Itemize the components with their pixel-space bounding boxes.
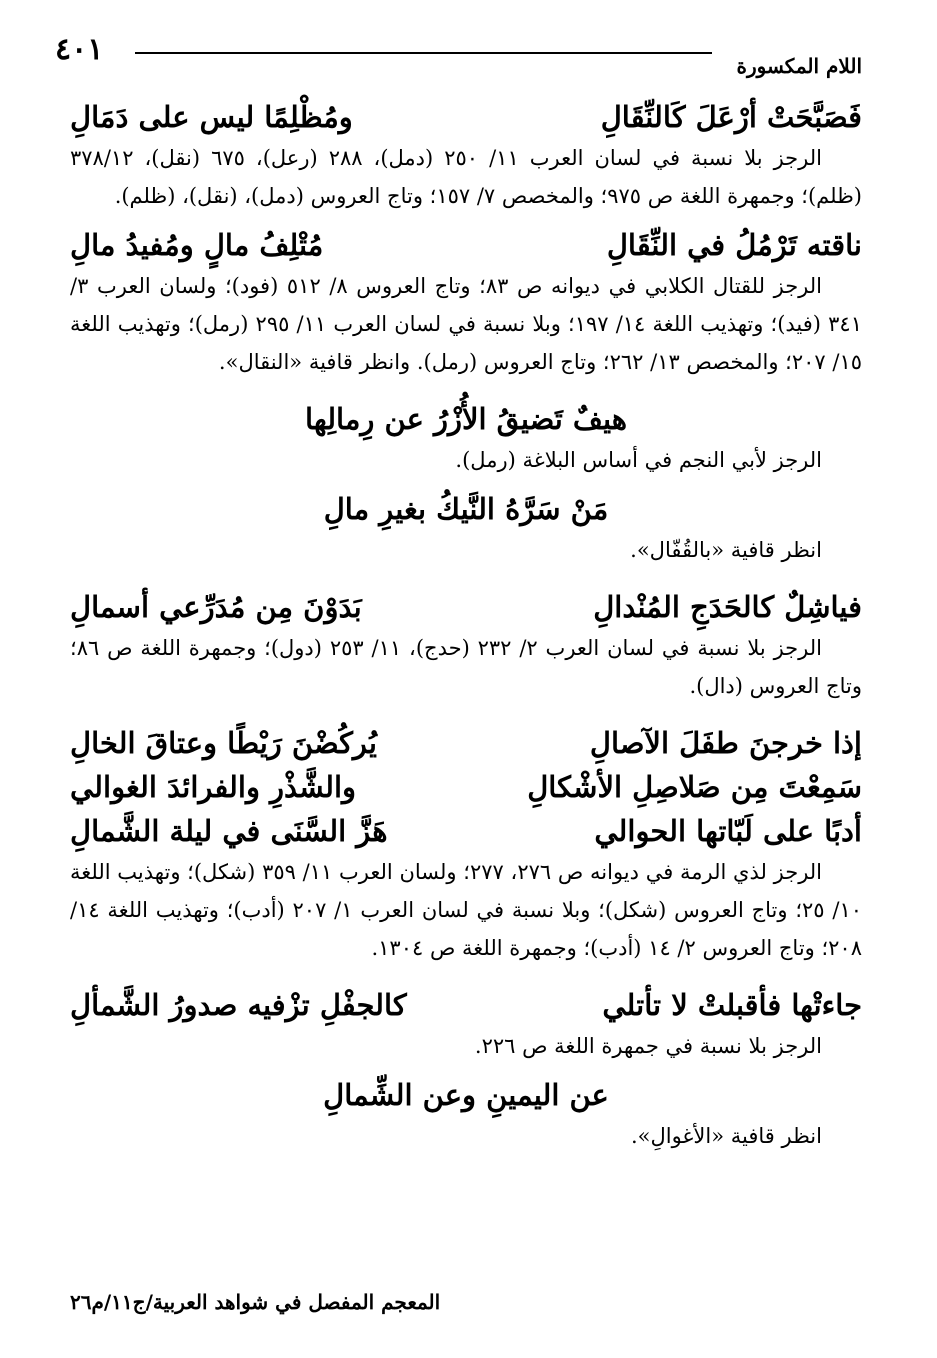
citation-note: الرجز بلا نسبة في لسان العرب ٢/ ٢٣٢ (حدج)، ١١/ ٢٥٣ (دول)؛ وجمهرة اللغة ص ٨٦؛ وتاج العروس (دال). [70, 636, 862, 698]
page-footer: المعجم المفصل في شواهد العربية/ج١١/م٢٦ [70, 1290, 441, 1314]
verse-centered: مَنْ سَرَّهُ النَّيكُ بغيرِ مالِ [323, 492, 609, 526]
citation-note: الرجز للقتال الكلابي في ديوانه ص ٨٣؛ وتاج العروس ٨/ ٥١٢ (فود)؛ ولسان العرب ٣/ ٣٤١ (فيد)؛ وتهذيب اللغة ١٤/ ١٩٧؛ وبلا نسبة في لسان العرب ١١/ ٢٩٥ (رمل)؛ وتهذيب اللغة ١٥/ ٢٠٧؛ والمخصص ١٣/ ٢٦٢؛ وتاج العروس (رمل). وانظر قافية «النقال». [70, 274, 862, 374]
verse-line [70, 809, 862, 853]
verse-line [70, 95, 862, 139]
page-header [55, 32, 862, 78]
citation-note: الرجز بلا نسبة في جمهرة اللغة ص ٢٢٦. [474, 1034, 822, 1058]
header-rule [135, 52, 712, 54]
verse-second-hemistich: هَزَّ السَّنَى في ليلة الشَّمالِ [70, 814, 388, 848]
page-content [70, 95, 862, 1155]
cross-reference-note: انظر قافية «الأغوالِ». [630, 1124, 822, 1148]
verse-line [70, 585, 862, 629]
verse-second-hemistich: بَدَوْنَ مِن مُدَرِّعي أسمالِ [70, 590, 362, 624]
verse-first-hemistich: سَمِعْتَ مِن صَلاصِلِ الأشْكالِ [527, 770, 862, 804]
verse-centered: هيفٌ تَضيقُ الأُزْرُ عن رِمالِها [304, 402, 627, 436]
citation-note: الرجز لذي الرمة في ديوانه ص ٢٧٦، ٢٧٧؛ ولسان العرب ١١/ ٣٥٩ (شكل)؛ وتهذيب اللغة ١٠/ ٢٥؛ وتاج العروس (شكل)؛ وبلا نسبة في لسان العرب ١/ ٢٠٧ (أدب)؛ وتهذيب اللغة ١٤/ ٢٠٨؛ وتاج العروس ٢/ ١٤ (أدب)؛ وجمهرة اللغة ص ١٣٠٤. [70, 860, 862, 960]
citation-note: الرجز بلا نسبة في لسان العرب ١١/ ٢٥٠ (دمل)، ٢٨٨ (رعل)، ٦٧٥ (نقل)، ٣٧٨/١٢ (ظلم)؛ وجمهرة اللغة ص ٩٧٥؛ والمخصص ٧/ ١٥٧؛ وتاج العروس (دمل)، (نقل)، (ظلم). [70, 146, 862, 208]
verse-first-hemistich: إذا خرجنَ طفَلَ الآصالِ [589, 726, 862, 760]
running-title: اللام المكسورة [736, 54, 862, 78]
verse-first-hemistich: جاءتْها فأقبلتْ لا تأتلي [602, 988, 862, 1022]
verse-second-hemistich: والشَّذْرِ والفرائدَ الغوالي [70, 770, 357, 804]
verse-line [70, 223, 862, 267]
verse-second-hemistich: ومُظْلِمًا ليس على دَمَالِ [70, 100, 353, 134]
verse-line [70, 983, 862, 1027]
verse-first-hemistich: فياشِلٌ كالحَدَجِ المُنْدالِ [593, 590, 862, 624]
cross-reference-note: انظر قافية «بالقُفّال». [630, 538, 822, 562]
verse-line [70, 765, 862, 809]
citation-note: الرجز لأبي النجم في أساس البلاغة (رمل). [455, 448, 822, 472]
verse-line [70, 721, 862, 765]
verse-first-hemistich: أدبًا على لَبّاتها الحوالي [594, 814, 862, 848]
verse-centered: عن اليمينِ وعن الشِّمالِ [323, 1078, 609, 1112]
page-number: ٤٠١ [55, 32, 104, 67]
verse-second-hemistich: يُركُضْنَ رَيْطًا وعتاقَ الخالِ [70, 726, 378, 760]
verse-first-hemistich: فَصَبَّحَتْ أرْعَلَ كَالنِّقَالِ [600, 100, 862, 134]
verse-first-hemistich: ناقته تَرْمُلُ في النِّقَالِ [606, 228, 862, 262]
verse-second-hemistich: كالجفْلِ تزْفيه صدورُ الشَّمألِ [70, 988, 407, 1022]
verse-second-hemistich: مُتْلِفُ مالٍ ومُفيدُ مالِ [70, 228, 324, 262]
